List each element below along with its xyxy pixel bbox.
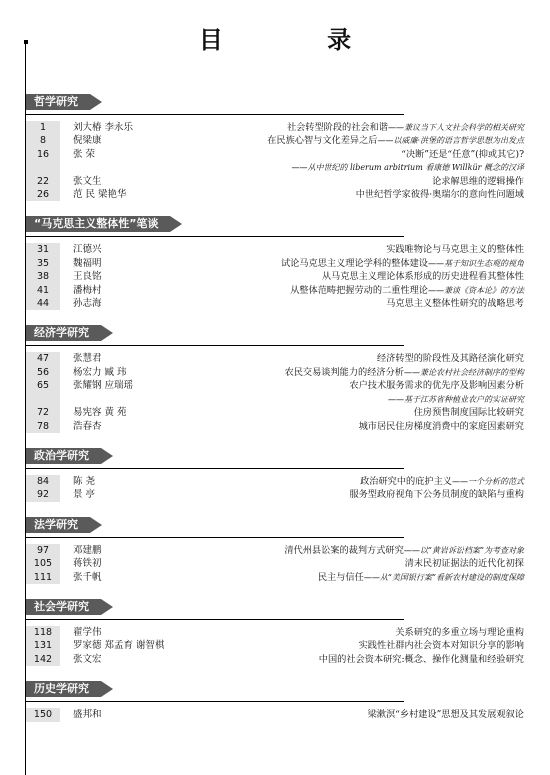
entry-authors: 蒋铁初 <box>73 558 102 570</box>
section-heading: 哲学研究 <box>26 94 90 110</box>
table-of-contents <box>26 90 526 733</box>
entry-title <box>181 175 526 188</box>
entry-title <box>181 284 526 297</box>
entry-subtitle: ——基于知识生态观的视角 <box>428 258 524 268</box>
entry-title <box>181 366 526 379</box>
entry-subtitle: ——以威廉·洪堡的语言哲学思想为出发点 <box>377 136 524 146</box>
entry-page-number: 84 <box>26 475 60 488</box>
entry-authors: 罗家德 郑孟育 谢智棋 <box>73 640 165 652</box>
section-heading: 历史学研究 <box>26 681 101 697</box>
entry-title-main: “决断”还是“任意”(抑或其它)? <box>401 148 524 160</box>
entry-title-main: 从马克思主义理论体系形成的历史进程看其整体性 <box>321 271 524 283</box>
toc-entry[interactable] <box>26 406 526 419</box>
section-divider <box>26 701 404 702</box>
entry-page-number: 1 <box>26 121 60 134</box>
entry-authors: 潘梅村 <box>73 284 102 296</box>
section-heading: 经济学研究 <box>26 325 101 341</box>
entry-title-main: 政治研究中的庇护主义 <box>360 475 452 487</box>
entry-title-main: 梁漱溟“乡村建设”思想及其发展观叙论 <box>367 709 524 721</box>
entry-authors: 翟学伟 <box>73 626 102 638</box>
toc-section <box>26 321 526 432</box>
entry-page-number: 26 <box>26 188 60 201</box>
entry-page-number: 142 <box>26 653 60 666</box>
toc-entry[interactable] <box>26 639 526 652</box>
entry-authors: 盛邦和 <box>73 709 102 721</box>
toc-entry[interactable] <box>26 708 526 721</box>
entry-authors: 杨宏力 臧 玮 <box>73 366 127 378</box>
entry-title <box>181 188 526 201</box>
entry-title-main: 清末民初证据法的近代化初探 <box>404 558 524 570</box>
entry-title-main: 实践唯物论与马克思主义的整体性 <box>386 244 524 256</box>
entry-title <box>181 708 526 721</box>
toc-section <box>26 595 526 666</box>
entry-title <box>181 352 526 365</box>
toc-entry[interactable] <box>26 243 526 256</box>
entry-title <box>181 557 526 570</box>
entry-title <box>181 243 526 256</box>
toc-entry[interactable] <box>26 420 526 433</box>
toc-entry[interactable] <box>26 366 526 379</box>
entry-title-main: 城市居民住房梯度消费中的家庭因素研究 <box>358 420 524 432</box>
entry-page-number: 92 <box>26 488 60 501</box>
toc-entry[interactable] <box>26 653 526 666</box>
entry-title <box>181 639 526 652</box>
toc-entry[interactable] <box>26 571 526 584</box>
entry-title-main: 马克思主义整体性研究的战略思考 <box>386 298 524 310</box>
entry-title-main: 服务型政府视角下公务员制度的缺陷与重构 <box>349 489 524 501</box>
section-divider <box>26 236 404 237</box>
section-divider <box>26 345 404 346</box>
entry-page-number: 65 <box>26 379 60 392</box>
entry-page-number: 16 <box>26 148 60 161</box>
entry-title-main: 从整体范畴把握劳动的二重性理论 <box>290 284 428 296</box>
toc-entry[interactable] <box>26 270 526 283</box>
entry-page-number: 31 <box>26 243 60 256</box>
section-divider <box>26 619 404 620</box>
entry-authors: 张文宏 <box>73 653 102 665</box>
entry-page-number: 35 <box>26 257 60 270</box>
entry-authors: 陈 尧 <box>73 475 96 487</box>
entry-page-number: 118 <box>26 626 60 639</box>
entry-page-number <box>26 161 60 174</box>
entry-subtitle: ——兼议当下人文社会科学的相关研究 <box>388 123 524 132</box>
entry-title-main: 经济转型的阶段性及其路径演化研究 <box>377 353 524 365</box>
toc-entry[interactable] <box>26 121 526 134</box>
entry-page-number: 38 <box>26 270 60 283</box>
entry-page-number: 22 <box>26 175 60 188</box>
entry-title <box>181 379 526 392</box>
section-divider <box>26 468 404 469</box>
entry-authors: 魏福明 <box>73 257 102 269</box>
entry-title <box>181 626 526 639</box>
section-divider <box>26 114 404 115</box>
entry-authors: 易宪容 黄 苑 <box>73 407 127 419</box>
entry-authors: 刘大椿 李永乐 <box>73 122 134 133</box>
entry-title-main: 住房预售制度国际比较研究 <box>413 407 524 419</box>
entry-page-number: 8 <box>26 134 60 147</box>
entry-subtitle: ——兼谈《资本论》的方法 <box>428 285 524 295</box>
entry-authors: 江德兴 <box>73 244 102 256</box>
entry-authors: 张千帆 <box>73 571 102 583</box>
entry-page-number: 131 <box>26 639 60 652</box>
entry-title <box>181 571 526 584</box>
entry-subtitle: ——以“黄岩诉讼档案”为考查对象 <box>403 545 524 555</box>
entry-title <box>181 257 526 270</box>
section-heading: 社会学研究 <box>26 599 101 615</box>
toc-section <box>26 90 526 201</box>
toc-entry[interactable] <box>26 352 526 365</box>
entry-title <box>181 297 526 310</box>
toc-entry[interactable] <box>26 297 526 310</box>
entry-title-main: 试论马克思主义理论学科的整体建设 <box>281 257 428 269</box>
entry-page-number: 97 <box>26 544 60 557</box>
toc-entry[interactable] <box>26 161 526 174</box>
section-heading: “马克思主义整体性”笔谈 <box>26 216 170 232</box>
toc-entry[interactable] <box>26 257 526 270</box>
toc-section <box>26 513 526 584</box>
entry-title-main: 中国的社会资本研究:概念、操作化测量和经验研究 <box>318 653 524 665</box>
entry-page-number: 78 <box>26 420 60 433</box>
entry-subtitle: ——从“美国银行案”看新农村建设的制度保障 <box>363 572 524 582</box>
entry-authors: 张 荣 <box>73 148 96 160</box>
toc-section <box>26 677 526 721</box>
page-title: 目 录 <box>198 26 400 54</box>
toc-section <box>26 444 526 502</box>
entry-authors: 倪梁康 <box>73 135 102 147</box>
entry-title <box>181 161 526 174</box>
toc-entry[interactable] <box>26 284 526 297</box>
entry-title-main: 农户技术服务需求的优先序及影响因素分析 <box>349 380 524 392</box>
entry-title-main: 实践性社群内社会资本对知识分享的影响 <box>358 640 524 652</box>
entry-authors: 孙志海 <box>73 298 102 310</box>
entry-subtitle: ——基于江苏省种植业农户的实证研究 <box>388 394 524 404</box>
entry-title-main: 在民族心智与文化差异之后 <box>267 135 378 147</box>
toc-entry[interactable] <box>26 188 526 201</box>
toc-entry[interactable] <box>26 557 526 570</box>
entry-title-main: 社会转型阶段的社会和谐 <box>286 122 388 133</box>
entry-title <box>181 406 526 419</box>
section-divider <box>26 537 404 538</box>
entry-page-number: 56 <box>26 366 60 379</box>
entry-page-number: 41 <box>26 284 60 297</box>
entry-title <box>181 475 526 488</box>
entry-page-number: 105 <box>26 557 60 570</box>
entry-authors: 张文生 <box>73 175 102 187</box>
entry-title <box>181 270 526 283</box>
entry-page-number: 47 <box>26 352 60 365</box>
entry-authors: 张慧君 <box>73 353 102 365</box>
entry-authors: 邓建鹏 <box>73 544 102 556</box>
entry-page-number: 44 <box>26 297 60 310</box>
toc-entry[interactable] <box>26 148 526 161</box>
section-heading: 法学研究 <box>26 517 90 533</box>
entry-authors <box>60 161 181 174</box>
entry-title-main: 清代州县讼案的裁判方式研究 <box>284 544 404 556</box>
entry-page-number: 72 <box>26 406 60 419</box>
entry-authors: 王良铭 <box>73 271 102 283</box>
entry-title-main: 关系研究的多重立场与理论重构 <box>395 626 524 638</box>
entry-title <box>181 653 526 666</box>
entry-authors: 张耀钢 应瑞瑶 <box>73 380 134 392</box>
entry-title-main: 民主与信任 <box>317 571 364 583</box>
entry-subtitle: ——一个分析的范式 <box>452 476 524 486</box>
entry-authors <box>60 393 181 406</box>
entry-title-main: 中世纪哲学家彼得·奥瑞尔的意向性问题域 <box>355 189 524 201</box>
toc-entry[interactable] <box>26 544 526 557</box>
entry-title <box>181 420 526 433</box>
entry-authors: 范 民 梁艳华 <box>73 189 127 201</box>
entry-page-number <box>26 393 60 406</box>
toc-entry[interactable] <box>26 393 526 406</box>
entry-title <box>181 544 526 557</box>
section-heading: 政治学研究 <box>26 448 101 464</box>
entry-subtitle: ——兼论农村社会经济制序的型构 <box>404 367 524 377</box>
toc-entry[interactable] <box>26 475 526 488</box>
toc-entry[interactable] <box>26 379 526 392</box>
toc-entry[interactable] <box>26 626 526 639</box>
entry-page-number: 150 <box>26 708 60 721</box>
entry-title <box>181 393 526 406</box>
toc-entry[interactable] <box>26 134 526 147</box>
toc-entry[interactable] <box>26 175 526 188</box>
entry-title <box>181 121 526 134</box>
toc-section <box>26 212 526 310</box>
entry-title-main: 论求解思维的逻辑操作 <box>432 175 524 187</box>
entry-title-main: 农民交易谈判能力的经济分析 <box>284 366 404 378</box>
entry-subtitle: ——从中世纪的 liberum arbitrium 看康德 Willkür 概念的汉译 <box>291 163 524 173</box>
entry-authors: 浩春杏 <box>73 420 102 432</box>
entry-title <box>181 148 526 161</box>
entry-title <box>181 488 526 501</box>
entry-authors: 景 亭 <box>73 489 96 501</box>
toc-entry[interactable] <box>26 488 526 501</box>
entry-page-number: 111 <box>26 571 60 584</box>
entry-title <box>181 134 526 147</box>
